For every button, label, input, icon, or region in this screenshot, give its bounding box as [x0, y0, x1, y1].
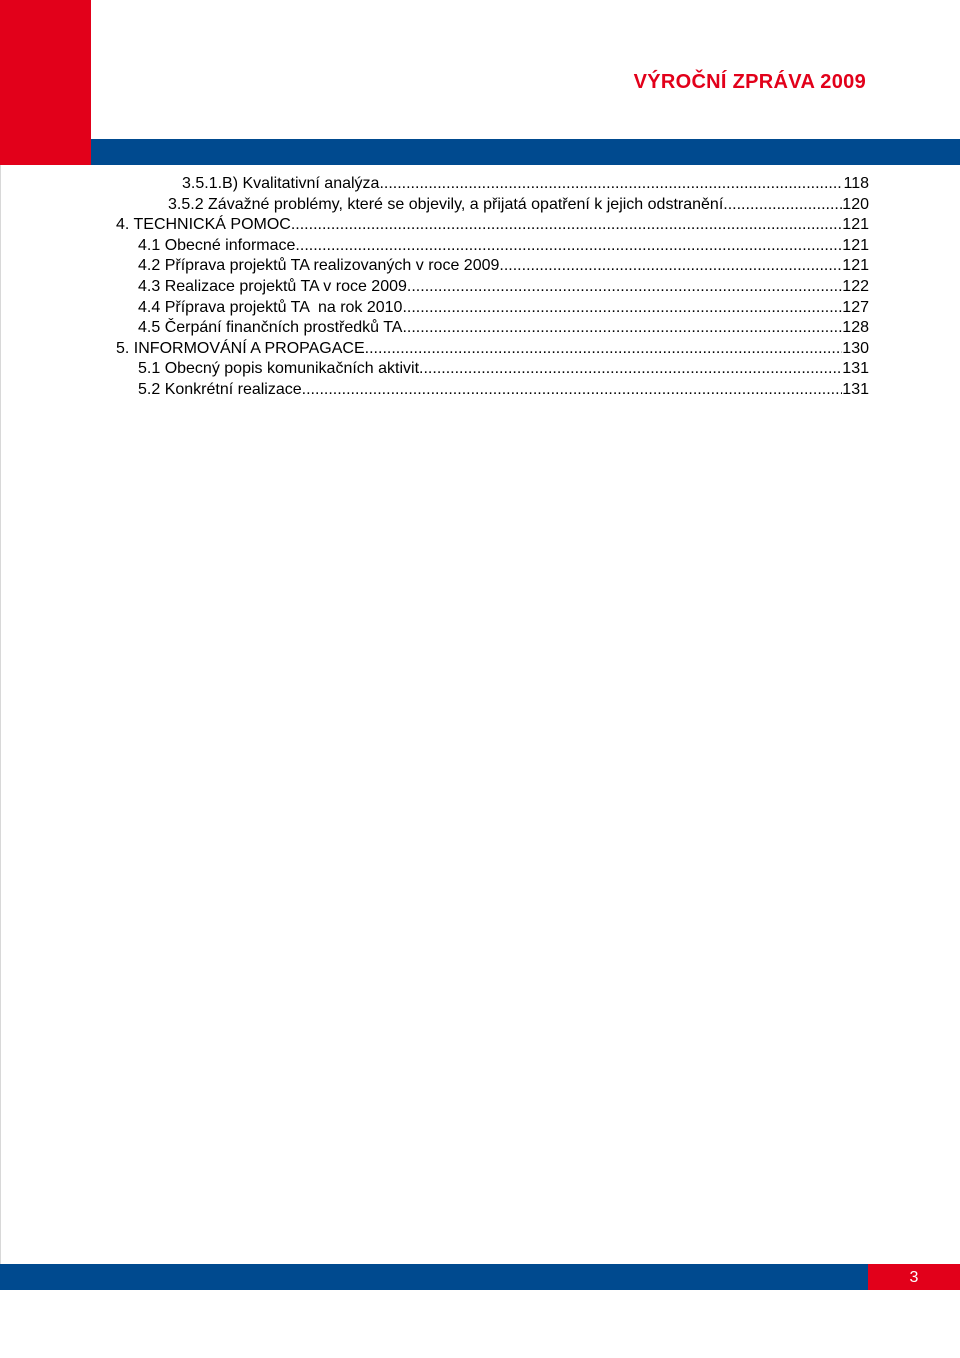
toc-entry[interactable] — [116, 298, 869, 319]
toc-entry[interactable] — [116, 256, 869, 277]
toc-entry-page: 121 — [842, 216, 869, 234]
document-title: VÝROČNÍ ZPRÁVA 2009 — [633, 71, 866, 93]
toc-entry-title: 4.5 Čerpání finančních prostředků TA — [138, 319, 403, 337]
footer-band — [0, 1264, 960, 1290]
toc-entry-page: 118 — [843, 175, 869, 192]
footer-band-blue — [0, 1264, 868, 1290]
toc-leader-dots — [302, 380, 843, 401]
toc-leader-dots — [407, 277, 842, 298]
toc-entry-page: 120 — [842, 195, 869, 213]
toc-leader-dots — [499, 256, 842, 277]
toc-entry[interactable] — [116, 318, 869, 339]
toc-entry-title: 5.1 Obecný popis komunikačních aktivit — [138, 360, 420, 378]
toc-entry[interactable] — [116, 236, 869, 257]
toc-entry[interactable] — [116, 215, 869, 236]
toc-entry[interactable] — [116, 380, 869, 401]
header-band-red — [0, 139, 91, 165]
toc-entry-title: 4.3 Realizace projektů TA v roce 2009 — [138, 277, 407, 295]
toc-leader-dots — [379, 174, 843, 195]
toc-entry[interactable] — [116, 174, 869, 195]
toc-entry-page: 127 — [842, 298, 869, 316]
toc-entry-page: 121 — [842, 236, 869, 254]
header-band — [0, 139, 960, 165]
table-of-contents — [116, 174, 869, 401]
toc-leader-dots — [365, 339, 843, 360]
toc-entry-page: 122 — [842, 277, 869, 295]
toc-entry-page: 130 — [842, 339, 869, 357]
toc-entry-title: 4.1 Obecné informace — [138, 236, 296, 254]
margin-line — [0, 165, 1, 1265]
footer-page-box — [868, 1264, 960, 1290]
toc-entry-title: 5. INFORMOVÁNÍ A PROPAGACE — [116, 339, 365, 357]
toc-entry-page: 121 — [842, 257, 869, 275]
toc-entry-title: 5.2 Konkrétní realizace — [138, 380, 302, 398]
toc-leader-dots — [723, 195, 842, 216]
toc-entry[interactable] — [116, 339, 869, 360]
toc-entry-title: 4. TECHNICKÁ POMOC — [116, 216, 291, 234]
toc-entry-page: 131 — [842, 380, 869, 398]
toc-entry[interactable] — [116, 195, 869, 216]
toc-entry-title: 4.4 Příprava projektů TA na rok 2010 — [138, 298, 403, 316]
toc-entry-title: 4.2 Příprava projektů TA realizovaných v roce 2009 — [138, 257, 500, 275]
page-number: 3 — [909, 1269, 919, 1286]
toc-entry-page: 128 — [842, 319, 869, 337]
toc-leader-dots — [295, 236, 842, 257]
toc-leader-dots — [402, 318, 842, 339]
toc-entry[interactable] — [116, 277, 869, 298]
toc-entry-title: 3.5.2 Závažné problémy, které se objevily, a přijatá opatření k jejich odstranění — [168, 195, 724, 213]
toc-leader-dots — [419, 359, 842, 380]
toc-leader-dots — [402, 298, 842, 319]
toc-entry-title: 3.5.1.B) Kvalitativní analýza — [182, 175, 380, 192]
toc-entry-page: 131 — [842, 360, 869, 378]
header-red-block — [0, 0, 91, 139]
toc-entry[interactable] — [116, 359, 869, 380]
header-band-blue — [91, 139, 960, 165]
toc-leader-dots — [291, 215, 842, 236]
